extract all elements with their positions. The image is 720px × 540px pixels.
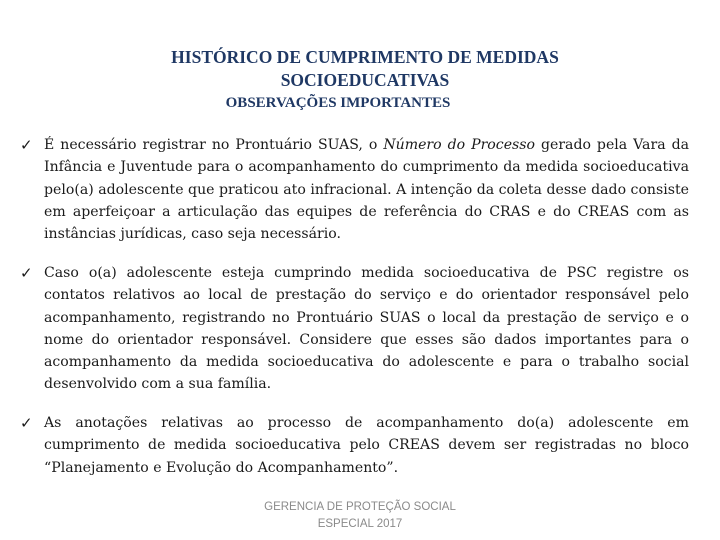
bullet-text: As anotações relativas ao processo de acompanhamento do(a) adolescente em cumprimento de medida socioeducativa pelo CREAS devem ser registradas no bloco “Planejamento e Evolução do Acompanhamento”. xyxy=(44,415,689,476)
checkmark-icon: ✓ xyxy=(20,414,33,432)
bullet-text: Caso o(a) adolescente esteja cumprindo medida socioeducativa de PSC registre os contatos relativos ao local de prestação do serviço e do orientador responsável pelo acompanhamento, registrando no Prontuário SUAS o local da prestação de serviço e o nome do orientador responsável. Considere que esses são dados importantes para o acompanhamento da medida socioeducativa do adolescente e para o trabalho social desenvolvido com a sua família. xyxy=(44,265,689,393)
bullet-item-psc xyxy=(20,262,689,396)
bullet-text-before: É necessário registrar no Prontuário SUAS, o xyxy=(44,137,384,153)
checkmark-icon: ✓ xyxy=(20,264,33,282)
page-title-line-2: SOCIOEDUCATIVAS xyxy=(280,70,450,90)
bullet-emphasis: Número do Processo xyxy=(383,137,535,153)
section-subtitle: OBSERVAÇÕES IMPORTANTES xyxy=(225,95,451,111)
bullet-text-after: gerado pela Vara da Infância e Juventude para o acompanhamento do cumprimento da medida socioeducativa pelo(a) adolescente que praticou ato infracional. A intenção da coleta desse dado consiste em aperfeiçoar a articulação das equipes de referência do CRAS e do CREAS com as instâncias jurídicas, caso seja necessário. xyxy=(44,137,689,243)
footer-line-1: GERENCIA DE PROTEÇÃO SOCIAL xyxy=(264,501,456,513)
bullet-item-processo xyxy=(20,134,689,245)
page-title-line-1: HISTÓRICO DE CUMPRIMENTO DE MEDIDAS xyxy=(171,47,559,67)
checkmark-icon: ✓ xyxy=(20,136,33,154)
footer-line-2: ESPECIAL 2017 xyxy=(317,518,403,530)
bullet-item-anotacoes xyxy=(20,412,689,479)
